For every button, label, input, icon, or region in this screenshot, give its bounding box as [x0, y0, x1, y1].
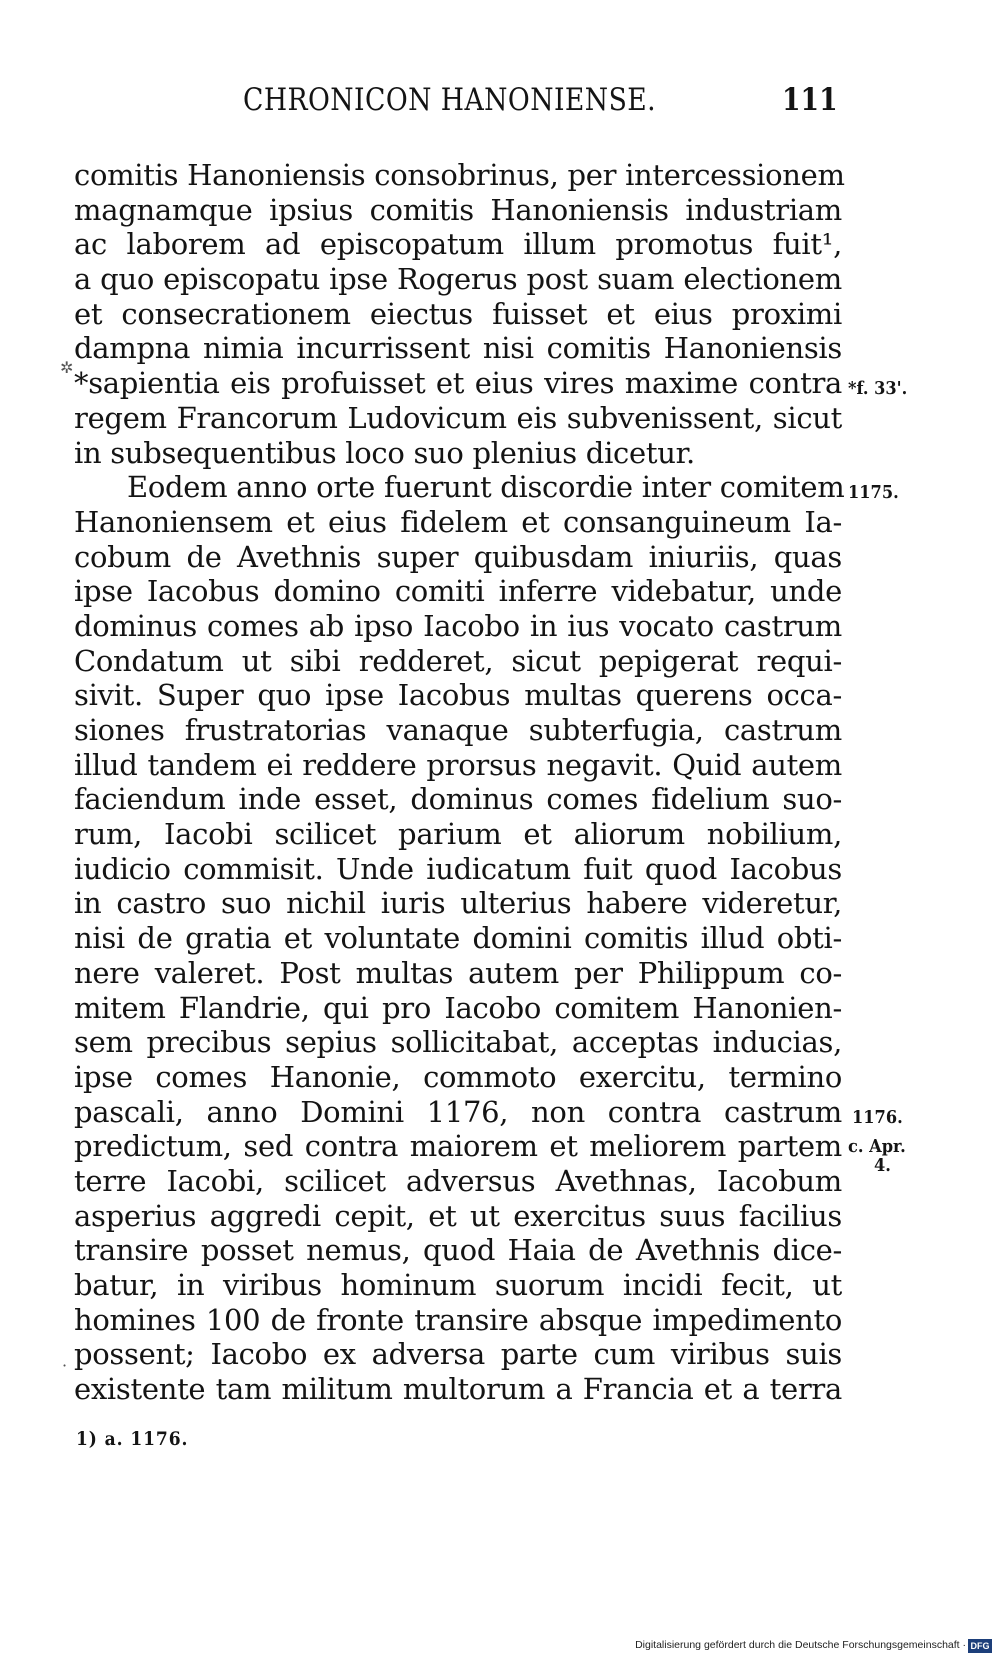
dfg-logo: DFG: [968, 1639, 992, 1653]
text-line: mitem Flandrie, qui pro Iacobo comitem Hanonien-: [74, 990, 842, 1025]
text-line: illud tandem ei reddere prorsus negavit. Quid autem: [74, 747, 842, 782]
text-line: comitis Hanoniensis consobrinus, per intercessionem: [74, 158, 845, 192]
text-line: ipse comes Hanonie, commoto exercitu, termino: [74, 1059, 842, 1094]
text-line: Eodem anno orte fuerunt discordie inter comitem: [127, 470, 845, 505]
text-line: in castro suo nichil iuris ulterius habere videretur,: [74, 886, 842, 921]
text-line: rum, Iacobi scilicet parium et aliorum nobilium,: [74, 817, 842, 852]
text-line: Hanoniensem et eius fidelem et consanguineum Ia-: [74, 504, 842, 539]
running-title: CHRONICON HANONIENSE.: [243, 82, 657, 118]
text-line: *sapientia eis profuisset et eius vires maxime contra: [74, 366, 842, 401]
margin-note-year-1176: 1176.: [852, 1107, 903, 1128]
text-line: regem Francorum Ludovicum eis subvenissent, sicut: [74, 400, 842, 435]
text-line: dominus comes ab ipso Iacobo in ius vocato castrum: [74, 608, 842, 643]
text-line: a quo episcopatu ipse Rogerus post suam electionem: [74, 262, 842, 297]
page-number: 111: [782, 82, 838, 118]
text-line: faciendum inde esset, dominus comes fidelium suo-: [74, 782, 842, 817]
text-line: transire posset nemus, quod Haia de Avethnis dice-: [74, 1233, 842, 1268]
stray-mark: ✲: [60, 358, 74, 377]
text-line: cobum de Avethnis super quibusdam iniuriis, quas: [74, 539, 842, 574]
footnote: 1) a. 1176.: [76, 1428, 189, 1450]
text-line: possent; Iacobo ex adversa parte cum viribus suis: [74, 1337, 842, 1372]
digitization-credit: Digitalisierung gefördert durch die Deutsche Forschungsgemeinschaft ·: [635, 1639, 966, 1651]
stray-mark: ·: [62, 1356, 68, 1375]
text-line: sivit. Super quo ipse Iacobus multas querens occa-: [74, 678, 842, 713]
text-line: pascali, anno Domini 1176, non contra castrum: [74, 1094, 842, 1129]
text-line: dampna nimia incurrissent nisi comitis Hanoniensis: [74, 331, 842, 366]
body-text: [74, 158, 845, 1407]
text-line: batur, in viribus hominum suorum incidi fecit, ut: [74, 1268, 842, 1302]
text-line: siones frustratorias vanaque subterfugia, castrum: [74, 713, 842, 747]
text-line: nere valeret. Post multas autem per Philippum co-: [74, 955, 842, 990]
text-line: in subsequentibus loco suo plenius dicetur.: [74, 435, 695, 470]
text-line: Condatum ut sibi redderet, sicut pepigerat requi-: [74, 643, 842, 678]
text-line: ac laborem ad episcopatum illum promotus fuit¹,: [74, 227, 842, 262]
text-line: homines 100 de fronte transire absque impedimento: [74, 1302, 842, 1337]
text-line: magnamque ipsius comitis Hanoniensis industriam: [74, 192, 842, 227]
margin-note-date-day: 4.: [874, 1155, 891, 1176]
text-line: nisi de gratia et voluntate domini comitis illud obti-: [74, 921, 842, 956]
text-line: ipse Iacobus domino comiti inferre videbatur, unde: [74, 574, 842, 609]
text-line: existente tam militum multorum a Francia et a terra: [74, 1372, 842, 1407]
text-line: asperius aggredi cepit, et ut exercitus suus facilius: [74, 1198, 842, 1233]
text-line: predictum, sed contra maiorem et meliorem partem: [74, 1129, 842, 1164]
text-line: iudicio commisit. Unde iudicatum fuit quod Iacobus: [74, 851, 842, 886]
text-line: et consecrationem eiectus fuisset et eius proximi: [74, 296, 842, 331]
margin-note-date-prefix: c. Apr.: [848, 1136, 906, 1157]
margin-note-folio: *f. 33'.: [848, 378, 908, 399]
text-line: terre Iacobi, scilicet adversus Avethnas, Iacobum: [74, 1163, 842, 1198]
margin-note-year-1175: 1175.: [848, 482, 899, 503]
text-line: sem precibus sepius sollicitabat, acceptas inducias,: [74, 1025, 842, 1060]
